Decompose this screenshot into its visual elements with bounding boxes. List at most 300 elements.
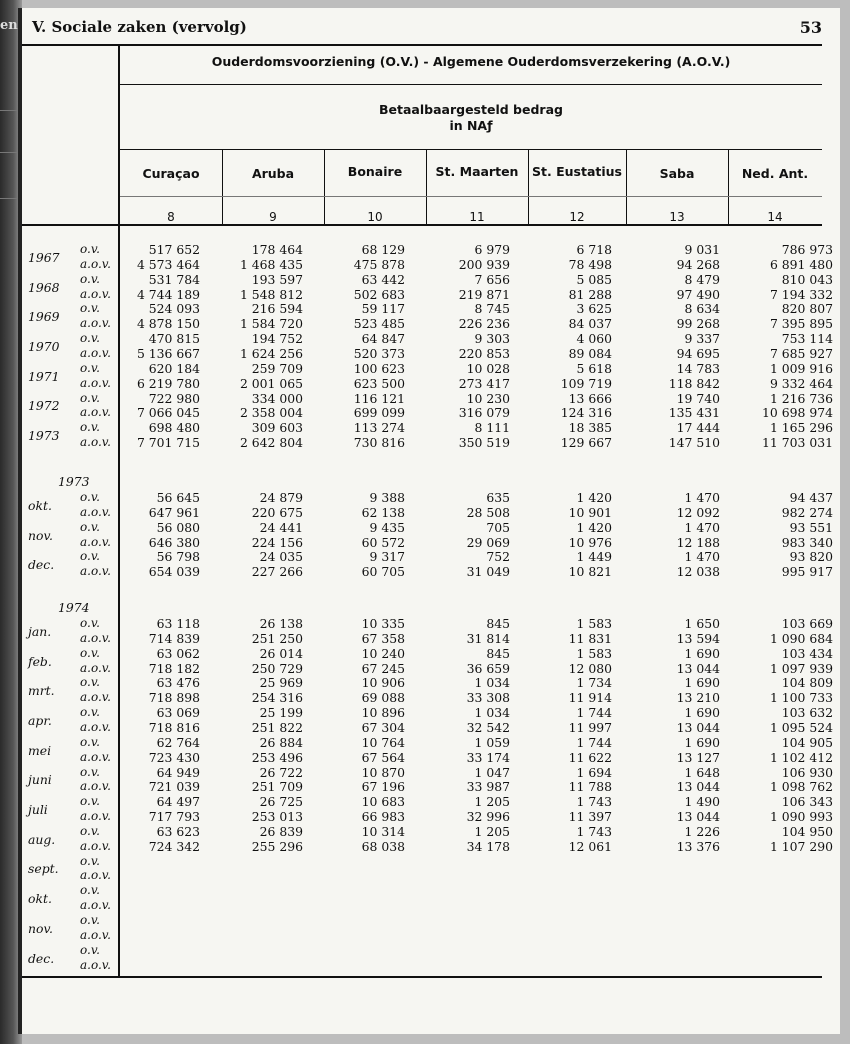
row-type-label: o.v. [80,360,100,375]
row-period-label: 1973 [28,428,60,444]
table-cell: 25 969 [259,675,303,691]
table-cell: 623 500 [353,375,405,391]
table-cell: 646 380 [148,534,200,550]
row-type-label: a.o.v. [80,749,111,764]
row-type-label: a.o.v. [80,927,111,942]
table-cell: 9 303 [474,331,510,347]
table-cell: 81 288 [568,286,612,302]
table-cell: 1 107 290 [769,838,833,854]
table-cell: 4 573 464 [136,256,200,272]
table-cell: 10 335 [361,616,405,631]
table-cell: 11 622 [568,749,612,765]
row-type-label: a.o.v. [80,375,111,390]
row-period-label: 1972 [28,398,60,414]
table-cell: 1 490 [684,794,720,810]
table-cell: 66 983 [361,809,405,825]
table-cell: 2 642 804 [239,435,303,451]
table-subtitle-2: in NAƒ [449,118,493,133]
row-period-label: mrt. [28,683,55,699]
table-cell: 718 816 [148,719,200,735]
table-cell: 10 240 [361,645,405,661]
row-period-label: 1968 [28,279,60,295]
table-cell: 118 842 [668,375,720,391]
row-type-label: o.v. [80,823,100,838]
table-cell: 502 683 [353,286,405,302]
row-type-label: a.o.v. [80,898,111,913]
table-cell: 1 216 736 [769,390,833,406]
table-cell: 11 703 031 [762,435,833,451]
row-type-label: o.v. [80,549,100,564]
row-period-label: okt. [28,891,52,907]
table-cell: 1 648 [684,764,720,780]
table-row [22,420,840,435]
row-type-label: a.o.v. [80,286,111,301]
table-cell: 60 705 [361,564,405,580]
table-cell: 517 652 [148,242,200,257]
table-cell: 259 709 [251,360,303,376]
table-cell: 6 891 480 [769,256,833,272]
table-cell: 1 690 [684,645,720,661]
table-cell: 224 156 [251,534,303,550]
table-cell: 89 084 [568,345,612,361]
table-cell: 531 784 [148,271,200,287]
table-cell: 10 028 [466,360,510,376]
table-row [22,943,840,958]
table-cell: 9 332 464 [769,375,833,391]
table-cell: 9 388 [369,490,405,505]
table-cell: 523 485 [353,316,405,332]
table-cell: 5 618 [576,360,612,376]
table-cell: 26 839 [259,823,303,839]
table-cell: 99 268 [676,316,720,332]
table-cell: 1 095 524 [769,719,833,735]
table-cell: 32 542 [466,719,510,735]
table-cell: 1 583 [576,616,612,631]
row-period-label: juni [28,772,52,788]
section-year-label: 1973 [58,474,90,489]
table-cell: 106 343 [781,794,833,810]
table-row [22,675,840,690]
table-cell: 635 [486,490,510,505]
table-cell: 11 914 [568,690,612,706]
table-cell: 8 111 [474,420,510,436]
table-cell: 250 729 [251,660,303,676]
table-cell: 1 584 720 [239,316,303,332]
row-type-label: o.v. [80,734,100,749]
table-cell: 1 743 [576,794,612,810]
table-row [22,891,840,913]
table-row [22,735,840,750]
table-cell: 59 117 [361,301,405,317]
table-cell: 10 230 [466,390,510,406]
table-cell: 10 821 [568,564,612,580]
table-cell: 135 431 [668,405,720,421]
column-header-aruba: Aruba [251,166,295,181]
table-cell: 8 745 [474,301,510,317]
table-cell: 13 210 [676,690,720,706]
table-cell: 193 597 [251,271,303,287]
table-cell: 1 743 [576,823,612,839]
table-cell: 94 695 [676,345,720,361]
table-cell: 845 [486,616,510,631]
table-cell: 10 976 [568,534,612,550]
row-type-label: o.v. [80,942,100,957]
table-cell: 1 205 [474,823,510,839]
table-cell: 11 788 [568,779,612,795]
table-row [22,301,840,316]
table-cell: 1 100 733 [769,690,833,706]
table-cell: 7 701 715 [136,435,200,451]
table-cell: 12 188 [676,534,720,550]
table-cell: 67 358 [361,630,405,646]
table-cell: 93 551 [789,519,833,535]
table-cell: 1 420 [576,519,612,535]
table-cell: 56 645 [156,490,200,505]
table-cell: 67 564 [361,749,405,765]
table-cell: 470 815 [148,331,200,347]
row-type-label: a.o.v. [80,534,111,549]
column-header-saba: Saba [659,166,695,181]
row-type-label: o.v. [80,645,100,660]
table-cell: 11 997 [568,719,612,735]
table-cell: 100 623 [353,360,405,376]
table-cell: 1 690 [684,734,720,750]
table-cell: 33 987 [466,779,510,795]
row-type-label: a.o.v. [80,630,111,645]
book-binding [0,0,22,1044]
row-type-label: o.v. [80,242,100,256]
column-number: 13 [669,210,685,224]
section-title: V. Sociale zaken (vervolg) [32,18,247,36]
table-cell: 84 037 [568,316,612,332]
column-number: 9 [269,210,277,224]
table-cell: 28 508 [466,504,510,520]
table-cell: 93 820 [789,549,833,565]
row-period-label: aug. [28,831,56,847]
table-cell: 995 917 [781,564,833,580]
table-cell: 12 038 [676,564,720,580]
table-cell: 24 035 [259,549,303,565]
table-cell: 1 097 939 [769,660,833,676]
table-row [22,361,840,376]
table-cell: 12 061 [568,838,612,854]
table-cell: 97 490 [676,286,720,302]
row-period-label: 1967 [28,249,60,265]
table-cell: 104 950 [781,823,833,839]
table-cell: 13 044 [676,809,720,825]
margin-tick [0,152,22,153]
table-cell: 68 038 [361,838,405,854]
table-cell: 216 594 [251,301,303,317]
row-type-label: o.v. [80,913,100,927]
table-cell: 62 764 [156,734,200,750]
row-period-label: 1971 [28,368,60,384]
table-cell: 24 879 [259,490,303,505]
row-type-label: a.o.v. [80,838,111,853]
row-period-label: sept. [28,861,59,877]
table-cell: 753 114 [781,331,833,347]
top-rule [22,44,822,46]
table-cell: 103 434 [781,645,833,661]
row-type-label: o.v. [80,853,100,868]
table-cell: 1 734 [576,675,612,691]
table-cell: 7 395 895 [769,316,833,332]
table-cell: 273 417 [458,375,510,391]
row-type-label: o.v. [80,764,100,779]
table-cell: 845 [486,645,510,661]
table-cell: 12 092 [676,504,720,520]
table-row [22,331,840,346]
table-row [22,272,840,287]
table-cell: 17 444 [676,420,720,436]
table-cell: 63 069 [156,705,200,721]
row-period-label: mei [28,742,52,758]
table-cell: 699 099 [353,405,405,421]
table-cell: 19 740 [676,390,720,406]
row-period-label: apr. [28,712,52,728]
row-type-label: a.o.v. [80,957,111,972]
table-cell: 1 468 435 [239,256,303,272]
table-cell: 1 583 [576,645,612,661]
subtitle-rule [120,149,822,150]
row-period-label: 1970 [28,338,60,354]
table-cell: 200 939 [458,256,510,272]
table-cell: 194 752 [251,331,303,347]
table-cell: 1 744 [576,705,612,721]
table-cell: 147 510 [668,435,720,451]
page-header [32,18,822,40]
table-cell: 2 358 004 [239,405,303,421]
column-header-bonaire: Bonaire [347,164,403,179]
table-cell: 25 199 [259,705,303,721]
table-cell: 724 342 [148,838,200,854]
table-cell: 718 182 [148,660,200,676]
table-cell: 1 470 [684,549,720,565]
table-cell: 68 129 [361,242,405,257]
table-row [22,794,840,809]
table-subtitle-1: Betaalbaargesteld bedrag [379,102,563,117]
table-row [22,854,840,869]
bottom-rule [22,976,822,978]
table-row [22,765,840,780]
document-page [22,8,840,1034]
row-type-label: o.v. [80,420,100,435]
table-cell: 251 822 [251,719,303,735]
table-cell: 1 624 256 [239,345,303,361]
table-cell: 36 659 [466,660,510,676]
table-cell: 1 744 [576,734,612,750]
row-type-label: o.v. [80,301,100,316]
margin-tick [0,198,22,199]
table-cell: 7 066 045 [136,405,200,421]
row-type-label: o.v. [80,675,100,690]
table-cell: 63 623 [156,823,200,839]
table-cell: 524 093 [148,301,200,317]
table-row [22,824,840,839]
table-cell: 251 709 [251,779,303,795]
colnum-rule [120,196,822,197]
table-cell: 752 [486,549,510,565]
row-type-label: a.o.v. [80,868,111,883]
table-cell: 103 632 [781,705,833,721]
table-cell: 64 949 [156,764,200,780]
table-cell: 63 062 [156,645,200,661]
row-type-label: a.o.v. [80,809,111,824]
row-type-label: o.v. [80,390,100,405]
table-cell: 254 316 [251,690,303,706]
table-cell: 253 496 [251,749,303,765]
table-cell: 10 764 [361,734,405,750]
table-cell: 26 884 [259,734,303,750]
table-cell: 6 979 [474,242,510,257]
table-cell: 1 226 [684,823,720,839]
table-cell: 647 961 [148,504,200,520]
row-period-label: dec. [28,557,55,573]
column-header-st-maarten: St. Maarten [435,164,519,179]
table-cell: 63 118 [156,616,200,631]
table-cell: 1 690 [684,705,720,721]
table-cell: 113 274 [353,420,405,436]
table-cell: 475 878 [353,256,405,272]
table-cell: 5 136 667 [136,345,200,361]
table-row [22,242,840,257]
table-cell: 14 783 [676,360,720,376]
table-cell: 219 871 [458,286,510,302]
table-cell: 64 847 [361,331,405,347]
table-cell: 717 793 [148,809,200,825]
table-cell: 31 049 [466,564,510,580]
table-cell: 1 470 [684,519,720,535]
row-type-label: o.v. [80,519,100,534]
table-cell: 32 996 [466,809,510,825]
row-period-label: nov. [28,920,53,936]
table-cell: 5 085 [576,271,612,287]
table-row [22,861,840,883]
table-cell: 1 548 812 [239,286,303,302]
table-cell: 104 809 [781,675,833,691]
table-cell: 29 069 [466,534,510,550]
table-cell: 94 437 [789,490,833,505]
table-cell: 10 870 [361,764,405,780]
table-cell: 10 901 [568,504,612,520]
table-cell: 178 464 [251,242,303,257]
row-type-label: a.o.v. [80,435,111,450]
table-cell: 1 165 296 [769,420,833,436]
table-cell: 2 001 065 [239,375,303,391]
table-cell: 350 519 [458,435,510,451]
table-cell: 67 245 [361,660,405,676]
table-cell: 620 184 [148,360,200,376]
table-cell: 56 798 [156,549,200,565]
table-cell: 9 337 [684,331,720,347]
table-cell: 13 666 [568,390,612,406]
table-cell: 1 047 [474,764,510,780]
table-cell: 13 044 [676,719,720,735]
row-period-label: jan. [28,623,52,639]
table-cell: 10 896 [361,705,405,721]
table-cell: 24 441 [259,519,303,535]
table-cell: 4 060 [576,331,612,347]
section-year-label: 1974 [58,600,90,615]
table-cell: 94 268 [676,256,720,272]
table-cell: 33 308 [466,690,510,706]
table-cell: 8 479 [684,271,720,287]
column-number: 12 [569,210,585,224]
table-cell: 1 098 762 [769,779,833,795]
table-cell: 18 385 [568,420,612,436]
column-number: 10 [367,210,383,224]
table-cell: 730 816 [353,435,405,451]
column-number: 14 [767,210,783,224]
table-cell: 9 031 [684,242,720,257]
table-cell: 1 090 993 [769,809,833,825]
row-type-label: a.o.v. [80,504,111,519]
table-cell: 1 690 [684,675,720,691]
table-cell: 1 009 916 [769,360,833,376]
row-type-label: a.o.v. [80,690,111,705]
table-cell: 982 274 [781,504,833,520]
table-cell: 1 034 [474,705,510,721]
table-cell: 26 722 [259,764,303,780]
table-cell: 253 013 [251,809,303,825]
table-cell: 13 594 [676,630,720,646]
page-number: 53 [799,18,822,37]
table-cell: 4 878 150 [136,316,200,332]
table-cell: 10 314 [361,823,405,839]
table-row [22,520,840,535]
table-cell: 116 121 [353,390,405,406]
column-header-ned-ant: Ned. Ant. [741,166,809,181]
row-type-label: a.o.v. [80,660,111,675]
row-type-label: o.v. [80,331,100,346]
table-cell: 10 906 [361,675,405,691]
column-number: 11 [469,210,485,224]
table-cell: 309 603 [251,420,303,436]
row-type-label: o.v. [80,616,100,630]
row-period-label: okt. [28,497,52,513]
table-cell: 6 718 [576,242,612,257]
table-cell: 820 807 [781,301,833,317]
table-cell: 12 080 [568,660,612,676]
table-cell: 786 973 [781,242,833,257]
table-cell: 520 373 [353,345,405,361]
table-cell: 26 014 [259,645,303,661]
table-cell: 67 196 [361,779,405,795]
title-rule [120,84,822,85]
row-type-label: a.o.v. [80,719,111,734]
row-period-label: 1969 [28,309,60,325]
table-cell: 1 470 [684,490,720,505]
table-cell: 316 079 [458,405,510,421]
table-cell: 1 034 [474,675,510,691]
row-period-label: juli [28,802,48,818]
table-cell: 8 634 [684,301,720,317]
table-cell: 255 296 [251,838,303,854]
table-cell: 62 138 [361,504,405,520]
table-cell: 1 650 [684,616,720,631]
table-cell: 103 669 [781,616,833,631]
table-cell: 227 266 [251,564,303,580]
table-cell: 810 043 [781,271,833,287]
table-cell: 251 250 [251,630,303,646]
column-header-st-eustatius: St. Eustatius [532,164,622,179]
table-cell: 7 656 [474,271,510,287]
table-cell: 334 000 [251,390,303,406]
table-cell: 1 205 [474,794,510,810]
row-type-label: o.v. [80,271,100,286]
table-cell: 106 930 [781,764,833,780]
table-cell: 7 194 332 [769,286,833,302]
